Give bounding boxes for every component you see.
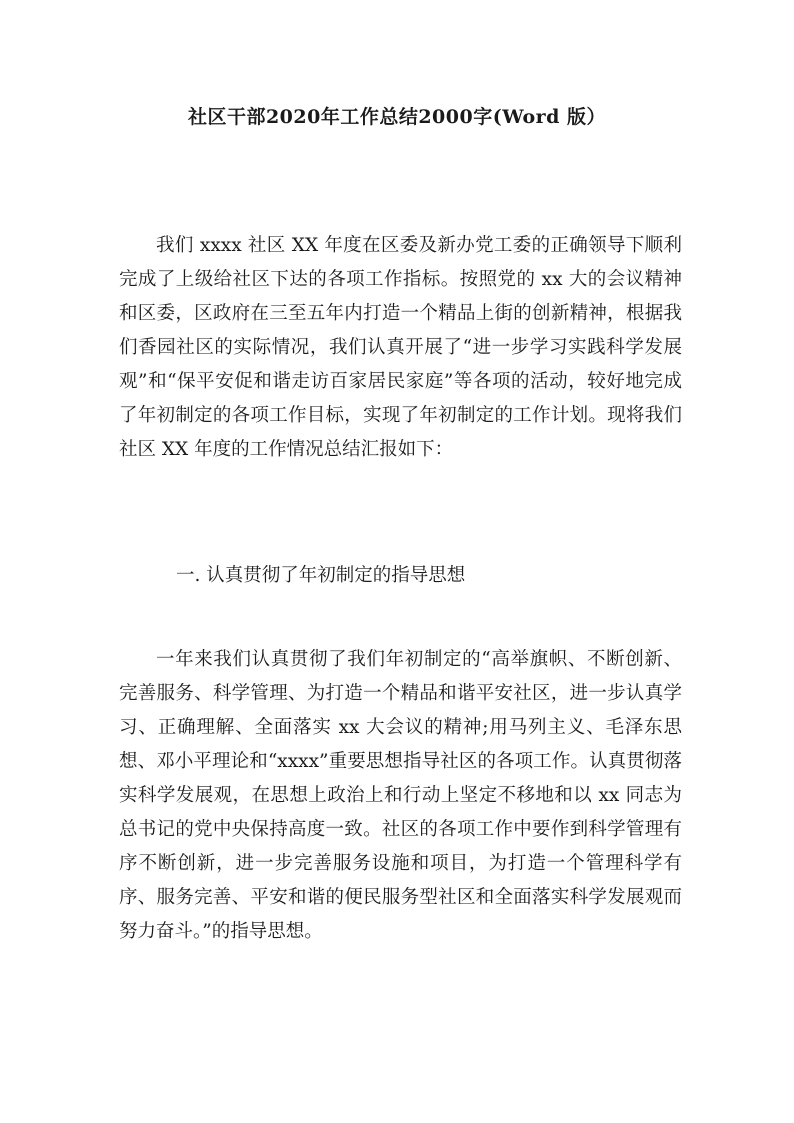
document-title: 社区干部2020年工作总结2000字(Word 版） (187, 106, 607, 128)
section-heading-1: 一. 认真贯彻了年初制定的指导思想 (176, 565, 466, 586)
body-paragraph-1: 我们 xxxx 社区 XX 年度在区委及新办党工委的正确领导下顺利完成了上级给社区下达的各项工作指标。按照党的 xx 大的会议精神和区委，区政府在三至五年内打造一个精品上街的创新精神，根据我们香园社区的实际情况，我们认真开展了“进一步学习实践科学发展观”和“保平安促和谐走访百家居民家庭”等各项的活动，较好地完成了年初制定的各项工作目标，实现了年初制定的工作计划。现将我们社区 XX 年度的工作情况总结汇报如下： (119, 235, 682, 460)
body-paragraph-2: 一年来我们认真贯彻了我们年初制定的“高举旗帜、不断创新、完善服务、科学管理、为打造一个精品和谐平安社区，进一步认真学习、正确理解、全面落实 xx 大会议的精神;用马列主义、毛泽东思想、邓小平理论和“xxxx”重要思想指导社区的各项工作。认真贯彻落实科学发展观，在思想上政治上和行动上坚定不移地和以 xx 同志为总书记的党中央保持高度一致。社区的各项工作中要作到科学管理有序不断创新，进一步完善服务设施和项目，为打造一个管理科学有序、服务完善、平安和谐的便民服务型社区和全面落实科学发展观而努力奋斗。”的指导思想。 (119, 649, 682, 942)
